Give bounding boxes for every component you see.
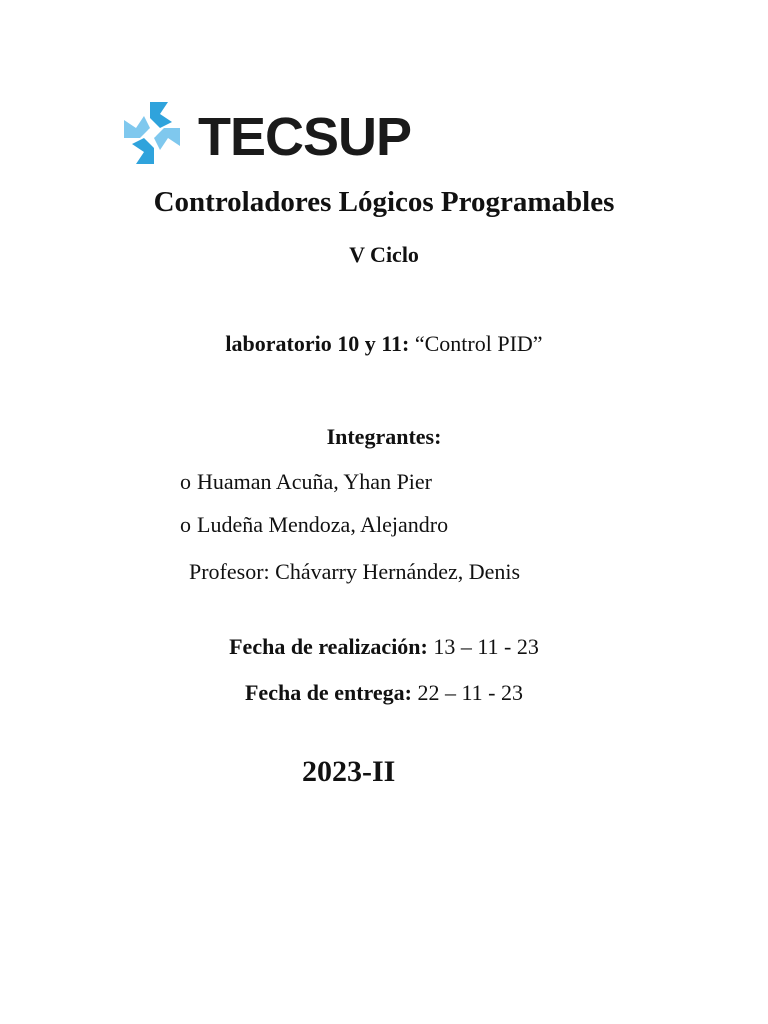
course-title: Controladores Lógicos Programables: [153, 186, 615, 218]
delivery-date-label: Fecha de entrega:: [244, 680, 412, 705]
realization-date-line: [0, 634, 768, 660]
delivery-date-value: 22 – 11 - 23: [417, 680, 523, 705]
list-item: [180, 512, 448, 538]
arrows-emblem-icon: [124, 102, 180, 164]
professor-label: Profesor:: [189, 559, 270, 584]
brand-name: TECSUP: [198, 107, 412, 167]
professor-line: [189, 559, 520, 585]
member-name: Huaman Acuña, Yhan Pier: [197, 469, 433, 494]
list-item: [180, 469, 432, 495]
tecsup-logo-graphic: [120, 98, 420, 170]
bullet-icon: o: [180, 512, 191, 537]
professor-name: Chávarry Hernández, Denis: [275, 559, 521, 584]
course-cycle: V Ciclo: [349, 242, 419, 267]
lab-label: laboratorio 10 y 11:: [225, 331, 410, 356]
delivery-date-line: [0, 680, 768, 706]
academic-period: 2023-II: [302, 755, 396, 788]
lab-title-line: [0, 331, 768, 357]
member-name: Ludeña Mendoza, Alejandro: [197, 512, 449, 537]
members-heading: Integrantes:: [326, 424, 442, 449]
lab-title: “Control PID”: [414, 331, 543, 356]
realization-date-label: Fecha de realización:: [229, 634, 428, 659]
tecsup-logo: [120, 98, 420, 170]
bullet-icon: o: [180, 469, 191, 494]
realization-date-value: 13 – 11 - 23: [433, 634, 539, 659]
